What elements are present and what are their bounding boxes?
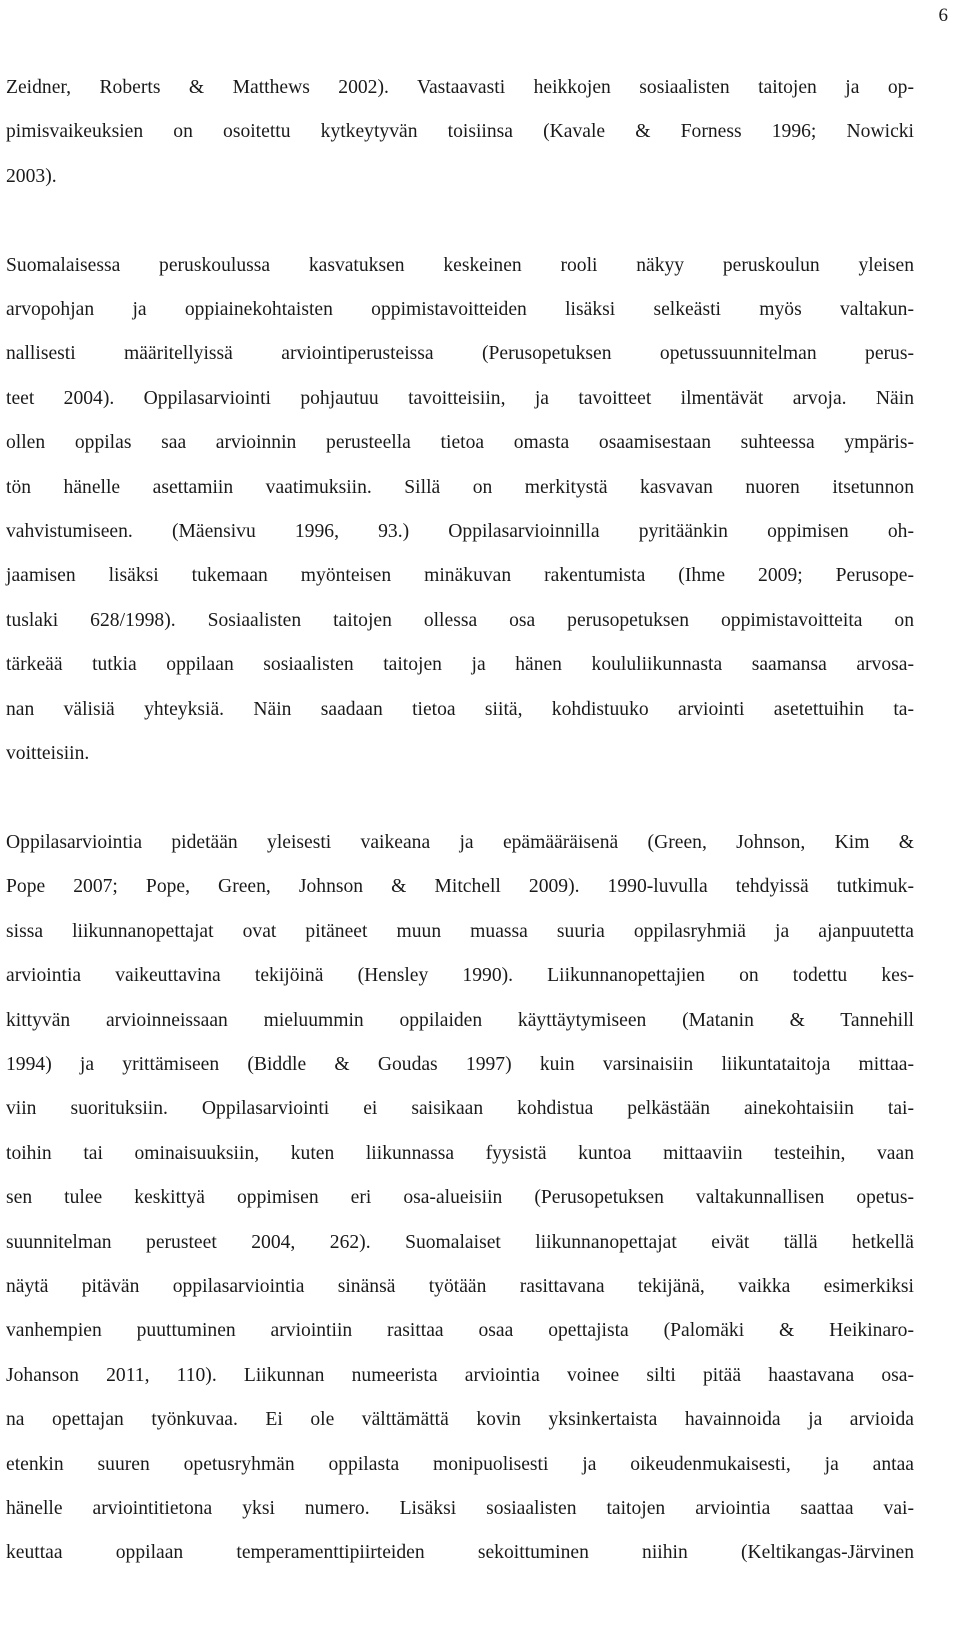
text-line: viin suorituksiin. Oppilasarviointi ei saisikaan kohdistua pelkästään ainekohtaisiin tai- [6, 1098, 914, 1120]
text-line: na opettajan työnkuvaa. Ei ole välttämättä kovin yksinkertaista havainnoida ja arvioida [6, 1409, 914, 1431]
text-line: vanhempien puuttuminen arviointiin rasittaa osaa opettajista (Palomäki & Heikinaro- [6, 1320, 914, 1342]
text-line: voitteisiin. [6, 743, 90, 765]
page-number: 6 [938, 5, 948, 26]
text-line: vahvistumiseen. (Mäensivu 1996, 93.) Oppilasarvioinnilla pyritäänkin oppimisen oh- [6, 521, 914, 543]
text-line: Pope 2007; Pope, Green, Johnson & Mitchell 2009). 1990-luvulla tehdyissä tutkimuk- [6, 876, 914, 898]
text-line: sissa liikunnanopettajat ovat pitäneet muun muassa suuria oppilasryhmiä ja ajanpuutetta [6, 920, 914, 942]
paragraph-gap [6, 199, 914, 243]
text-line: teet 2004). Oppilasarviointi pohjautuu tavoitteisiin, ja tavoitteet ilmentävät arvoja. Näin [6, 387, 914, 409]
paragraph-2 [6, 244, 914, 777]
text-line: Suomalaisessa peruskoulussa kasvatuksen keskeinen rooli näkyy peruskoulun yleisen [6, 254, 914, 276]
text-line: pimisvaikeuksien on osoitettu kytkeytyvän toisiinsa (Kavale & Forness 1996; Nowicki [6, 121, 914, 143]
text-line: toihin tai ominaisuuksiin, kuten liikunnassa fyysistä kuntoa mittaaviin testeihin, vaan [6, 1142, 914, 1164]
text-line: nallisesti määritellyissä arviointiperusteissa (Perusopetuksen opetussuunnitelman perus- [6, 343, 914, 365]
text-line: sen tulee keskittyä oppimisen eri osa-alueisiin (Perusopetuksen valtakunnallisen opetus- [6, 1187, 914, 1209]
text-line: suunnitelman perusteet 2004, 262). Suomalaiset liikunnanopettajat eivät tällä hetkellä [6, 1231, 914, 1253]
text-line: etenkin suuren opetusryhmän oppilasta monipuolisesti ja oikeudenmukaisesti, ja antaa [6, 1453, 914, 1475]
text-line: tön hänelle asettamiin vaatimuksiin. Sillä on merkitystä kasvavan nuoren itsetunnon [6, 476, 914, 498]
text-line: kittyvän arvioinneissaan mieluummin oppilaiden käyttäytymiseen (Matanin & Tannehill [6, 1009, 914, 1031]
text-line: tärkeää tutkia oppilaan sosiaalisten taitojen ja hänen koululiikunnasta saamansa arvosa- [6, 654, 914, 676]
text-line: 2003). [6, 165, 57, 187]
text-line: ollen oppilas saa arvioinnin perusteella tietoa omasta osaamisestaan suhteessa ympäris- [6, 432, 914, 454]
text-line: jaamisen lisäksi tukemaan myönteisen minäkuvan rakentumista (Ihme 2009; Perusope- [6, 565, 914, 587]
text-line: Zeidner, Roberts & Matthews 2002). Vastaavasti heikkojen sosiaalisten taitojen ja op- [6, 77, 914, 98]
text-line: arviointia vaikeuttavina tekijöinä (Hensley 1990). Liikunnanopettajien on todettu kes- [6, 965, 914, 987]
text-line: Johanson 2011, 110). Liikunnan numeerista arviointia voinee silti pitää haastavana osa- [6, 1364, 914, 1386]
paragraph-3 [6, 821, 914, 1576]
paragraph-1 [6, 66, 914, 199]
text-line: hänelle arviointitietona yksi numero. Lisäksi sosiaalisten taitojen arviointia saattaa vai- [6, 1497, 914, 1519]
text-line: arvopohjan ja oppiainekohtaisten oppimistavoitteiden lisäksi selkeästi myös valtakun- [6, 299, 914, 321]
paragraph-gap [6, 776, 914, 820]
text-line: keuttaa oppilaan temperamenttipiirteiden sekoittuminen niihin (Keltikangas-Järvinen [6, 1542, 914, 1564]
document-body [6, 66, 914, 1576]
text-line: Oppilasarviointia pidetään yleisesti vaikeana ja epämääräisenä (Green, Johnson, Kim & [6, 831, 914, 853]
text-line: näytä pitävän oppilasarviointia sinänsä työtään rasittavana tekijänä, vaikka esimerkiksi [6, 1275, 914, 1297]
text-line: nan välisiä yhteyksiä. Näin saadaan tietoa siitä, kohdistuuko arviointi asetettuihin ta- [6, 698, 914, 720]
text-line: tuslaki 628/1998). Sosiaalisten taitojen ollessa osa perusopetuksen oppimistavoitteita on [6, 609, 914, 631]
text-line: 1994) ja yrittämiseen (Biddle & Goudas 1997) kuin varsinaisiin liikuntataitoja mittaa- [6, 1053, 914, 1075]
